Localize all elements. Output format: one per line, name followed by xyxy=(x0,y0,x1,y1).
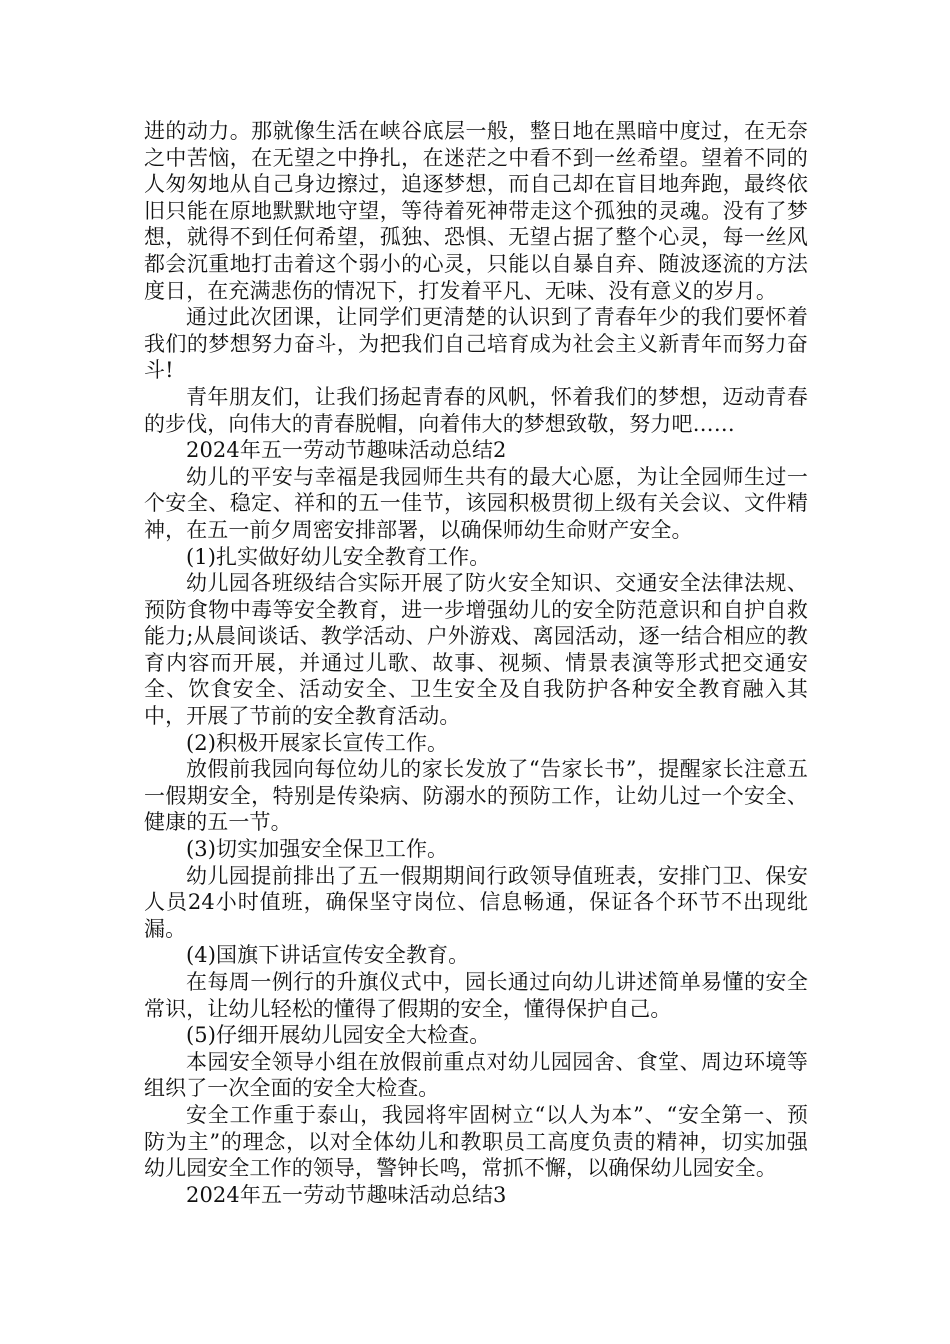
item-heading-5: (5)仔细开展幼儿园安全大检查。 xyxy=(186,1023,491,1048)
item-heading-4: (4)国旗下讲话宣传安全教育。 xyxy=(186,943,470,968)
paragraph-kindergarten-intro: 幼儿的平安与幸福是我园师生共有的最大心愿，为让全园师生过一个安全、稳定、祥和的五一佳节，该园积极贯彻上级有关会议、文件精神，在五一前夕周密安排部署，以确保师幼生命财产安全。 xyxy=(144,464,808,542)
item-heading-2: (2)积极开展家长宣传工作。 xyxy=(186,730,449,755)
paragraph-parent-letter: 放假前我园向每位幼儿的家长发放了“告家长书”，提醒家长注意五一假期安全，特别是传染病、防溺水的预防工作，让幼儿过一个安全、健康的五一节。 xyxy=(144,757,808,835)
paragraph-flag-speech: 在每周一例行的升旗仪式中，园长通过向幼儿讲述简单易懂的安全常识，让幼儿轻松的懂得了假期的安全，懂得保护自己。 xyxy=(144,970,808,1021)
section-heading-3: 2024年五一劳动节趣味活动总结3 xyxy=(186,1182,507,1207)
paragraph-youth-call: 青年朋友们，让我们扬起青春的风帆，怀着我们的梦想，迈动青春的步伐，向伟大的青春脱帽，向着伟大的梦想致敬，努力吧…… xyxy=(144,384,808,436)
item-heading-1: (1)扎实做好幼儿安全教育工作。 xyxy=(186,544,491,569)
paragraph-safety-education: 幼儿园各班级结合实际开展了防火安全知识、交通安全法律法规、预防食物中毒等安全教育，进一步增强幼儿的安全防范意识和自护自救能力;从晨间谈话、教学活动、户外游戏、离园活动，逐一结合相应的教育内容而开展，并通过儿歌、故事、视频、情景表演等形式把交通安全、饮食安全、活动安全、卫生安全及自我防护各种安全教育融入其中，开展了节前的安全教育活动。 xyxy=(144,571,808,729)
section-heading-2: 2024年五一劳动节趣味活动总结2 xyxy=(186,438,507,463)
paragraph-league-class: 通过此次团课，让同学们更清楚的认识到了青春年少的我们要怀着我们的梦想努力奋斗，为把我们自己培育成为社会主义新青年而努力奋斗! xyxy=(144,305,808,383)
paragraph-dream-continuation: 进的动力。那就像生活在峡谷底层一般，整日地在黑暗中度过，在无奈之中苦恼，在无望之中挣扎，在迷茫之中看不到一丝希望。望着不同的人匆匆地从自己身边擦过，追逐梦想，而自己却在盲目地奔跑，最终依旧只能在原地默默地守望，等待着死神带走这个孤独的灵魂。没有了梦想，就得不到任何希望，孤独、恐惧、无望占据了整个心灵，每一丝风都会沉重地打击着这个弱小的心灵，只能以自暴自弃、随波逐流的方法度日，在充满悲伤的情况下，打发着平凡、无味、没有意义的岁月。 xyxy=(144,119,808,303)
document-body xyxy=(144,118,808,1208)
paragraph-safety-conclusion: 安全工作重于泰山，我园将牢固树立“以人为本”、“安全第一、预防为主”的理念，以对全体幼儿和教职员工高度负责的精神，切实加强幼儿园安全工作的领导，警钟长鸣，常抓不懈，以确保幼儿园安全。 xyxy=(144,1102,808,1181)
paragraph-security-duty: 幼儿园提前排出了五一假期期间行政领导值班表，安排门卫、保安人员24小时值班，确保坚守岗位、信息畅通，保证各个环节不出现纰漏。 xyxy=(144,863,808,941)
item-heading-3: (3)切实加强安全保卫工作。 xyxy=(186,837,449,862)
paragraph-safety-inspection: 本园安全领导小组在放假前重点对幼儿园园舍、食堂、周边环境等组织了一次全面的安全大检查。 xyxy=(144,1049,808,1101)
